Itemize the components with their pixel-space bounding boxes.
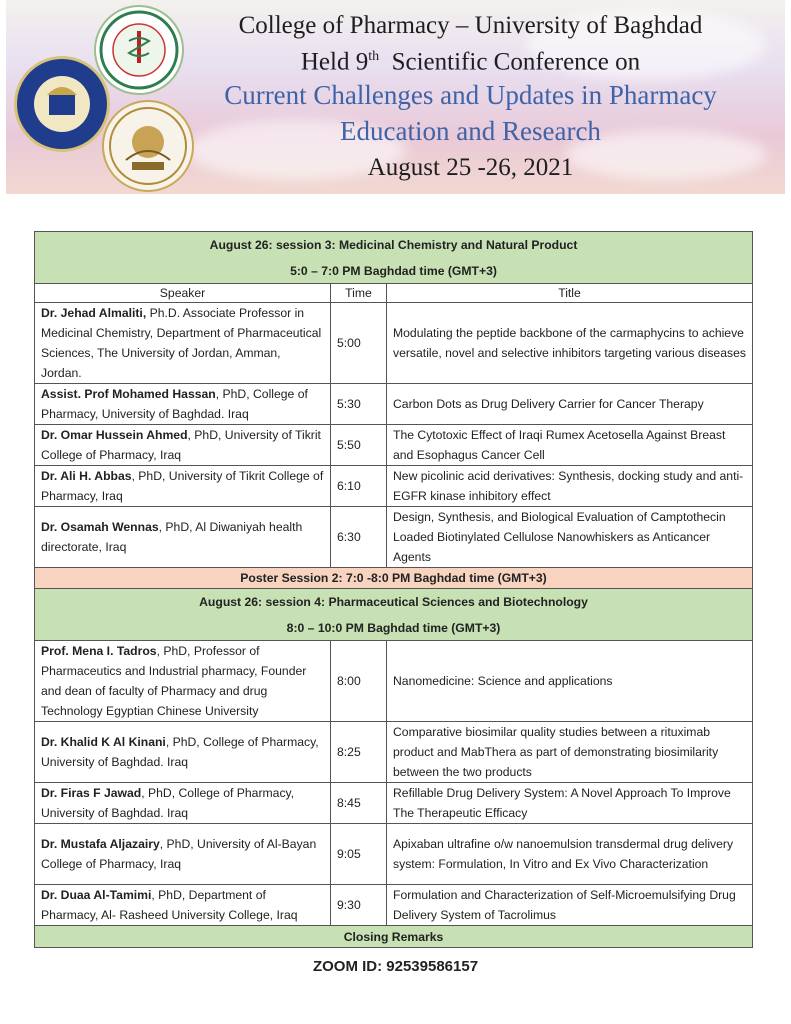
session-4-rows [35, 641, 753, 926]
table-row [35, 384, 753, 425]
speaker-name: Dr. Khalid K Al Kinani [41, 735, 166, 749]
session-4-time: 8:0 – 10:0 PM Baghdad time (GMT+3) [286, 620, 501, 635]
time-cell: 5:00 [331, 303, 387, 384]
speaker-affiliation: , PhD, Professor of Pharmaceutics and Industrial pharmacy, Founder and dean of faculty of Pharmacy and drug Technology Egyptian Chinese University [41, 644, 307, 718]
time-cell: 8:45 [331, 783, 387, 824]
speaker-affiliation: , PhD, College of Pharmacy, University of Baghdad. Iraq [41, 786, 295, 820]
speaker-cell [35, 466, 331, 507]
speaker-name: Dr. Omar Hussein Ahmed [41, 428, 188, 442]
speaker-name: Prof. Mena I. Tadros [41, 644, 157, 658]
banner-heading [156, 10, 785, 185]
speaker-name: Dr. Ali H. Abbas [41, 469, 132, 483]
table-row [35, 425, 753, 466]
talk-title-cell: Formulation and Characterization of Self-Microemulsifying Drug Delivery System of Tacrolimus [387, 885, 753, 926]
table-row [35, 722, 753, 783]
speaker-name: Assist. Prof Mohamed Hassan [41, 387, 216, 401]
table-row [35, 303, 753, 384]
banner-line-college: College of Pharmacy – University of Baghdad [238, 12, 703, 39]
talk-title-cell: Carbon Dots as Drug Delivery Carrier for Cancer Therapy [387, 384, 753, 425]
closing-row [35, 926, 753, 948]
poster-session-label: Poster Session 2: 7:0 -8:0 PM Baghdad time (GMT+3) [35, 568, 753, 589]
session-4-title: August 26: session 4: Pharmaceutical Sciences and Biotechnology [199, 594, 588, 609]
talk-title-cell: Design, Synthesis, and Biological Evaluation of Camptothecin Loaded Biotinylated Cellulose Nanowhiskers as Anticancer Agents [387, 507, 753, 568]
speaker-name: Dr. Jehad Almaliti, [41, 306, 147, 320]
speaker-affiliation: Ph.D. Associate Professor in Medicinal Chemistry, Department of Pharmaceutical Sciences, The University of Jordan, Amman, Jordan. [41, 306, 322, 380]
talk-title-cell: Nanomedicine: Science and applications [387, 641, 753, 722]
column-header-row [35, 284, 753, 303]
speaker-name: Dr. Mustafa Aljazairy [41, 837, 160, 851]
speaker-affiliation: , PhD, Al Diwaniyah health directorate, Iraq [41, 520, 303, 554]
session-3-header [35, 232, 753, 284]
speaker-affiliation: , PhD, University of Tikrit College of Pharmacy, Iraq [41, 428, 321, 462]
poster-session-row [35, 568, 753, 589]
table-row [35, 783, 753, 824]
table-row [35, 507, 753, 568]
speaker-cell [35, 824, 331, 885]
session-4-header-row [35, 589, 753, 641]
session-3-header-row [35, 232, 753, 284]
speaker-column-header: Speaker [35, 284, 331, 303]
speaker-cell [35, 641, 331, 722]
time-cell: 5:30 [331, 384, 387, 425]
speaker-name: Dr. Osamah Wennas [41, 520, 159, 534]
speaker-affiliation: , PhD, College of Pharmacy, University of Baghdad. Iraq [41, 387, 308, 421]
talk-title-cell: Comparative biosimilar quality studies between a rituximab product and MabThera as part of demonstrating biosimilarity between the two products [387, 722, 753, 783]
speaker-name: Dr. Firas F Jawad [41, 786, 142, 800]
talk-title-cell: New picolinic acid derivatives: Synthesis, docking study and anti-EGFR kinase inhibitory effect [387, 466, 753, 507]
time-cell: 8:00 [331, 641, 387, 722]
banner-line-conference [156, 41, 785, 77]
speaker-affiliation: , PhD, Department of Pharmacy, Al- Rasheed University College, Iraq [41, 888, 298, 922]
title-column-header: Title [387, 284, 753, 303]
table-row [35, 641, 753, 722]
talk-title-cell: Refillable Drug Delivery System: A Novel Approach To Improve The Therapeutic Efficacy [387, 783, 753, 824]
speaker-cell [35, 885, 331, 926]
speaker-affiliation: , PhD, University of Al-Bayan College of Pharmacy, Iraq [41, 837, 317, 871]
session-3-rows [35, 303, 753, 568]
session-4-header [35, 589, 753, 641]
banner-scientific-text: Scientific Conference on [379, 48, 641, 76]
table-row [35, 885, 753, 926]
speaker-cell [35, 507, 331, 568]
zoom-id: ZOOM ID: 92539586157 [312, 958, 479, 975]
time-cell: 6:10 [331, 466, 387, 507]
speaker-affiliation: , PhD, College of Pharmacy, University of Baghdad. Iraq [41, 735, 319, 769]
time-cell: 9:05 [331, 824, 387, 885]
speaker-cell [35, 425, 331, 466]
speaker-cell [35, 722, 331, 783]
speaker-cell [35, 783, 331, 824]
time-cell: 5:50 [331, 425, 387, 466]
university-of-baghdad-logo [14, 56, 110, 152]
time-cell: 6:30 [331, 507, 387, 568]
time-cell: 8:25 [331, 722, 387, 783]
banner-held-text: Held 9 [300, 48, 369, 76]
closing-remarks: Closing Remarks [35, 926, 753, 948]
session-3-title: August 26: session 3: Medicinal Chemistry and Natural Product [209, 237, 578, 252]
table-row [35, 824, 753, 885]
time-cell: 9:30 [331, 885, 387, 926]
schedule-table [34, 231, 753, 948]
ordinal-suffix: th [368, 49, 380, 64]
speaker-affiliation: , PhD, University of Tikrit College of Pharmacy, Iraq [41, 469, 324, 503]
speaker-name: Dr. Duaa Al-Tamimi [41, 888, 152, 902]
session-3-time: 5:0 – 7:0 PM Baghdad time (GMT+3) [290, 263, 497, 278]
banner-line-topic-1: Current Challenges and Updates in Pharmacy [224, 80, 717, 111]
banner-line-topic-2: Education and Research [340, 116, 601, 147]
time-column-header: Time [331, 284, 387, 303]
speaker-cell [35, 384, 331, 425]
banner-date: August 25 -26, 2021 [367, 154, 574, 182]
talk-title-cell: Modulating the peptide backbone of the carmaphycins to achieve versatile, novel and selective inhibitors targeting various diseases [387, 303, 753, 384]
talk-title-cell: The Cytotoxic Effect of Iraqi Rumex Acetosella Against Breast and Esophagus Cancer Cell [387, 425, 753, 466]
conference-banner [6, 0, 785, 194]
speaker-cell [35, 303, 331, 384]
table-row [35, 466, 753, 507]
talk-title-cell: Apixaban ultrafine o/w nanoemulsion transdermal drug delivery system: Formulation, In Vitro and Ex Vivo Characterization [387, 824, 753, 885]
